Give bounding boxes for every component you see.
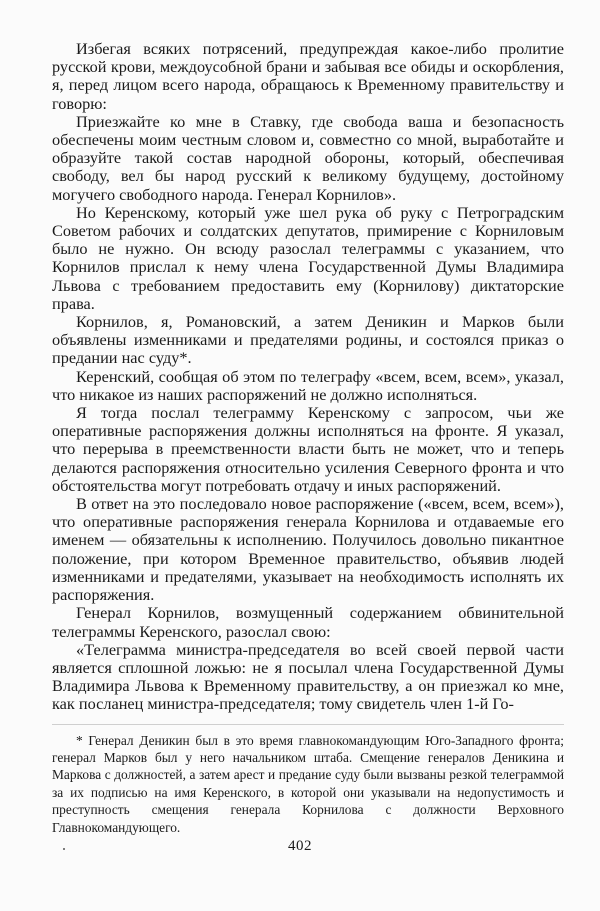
paragraph-5: Керенский, сообщая об этом по телеграфу «всем, всем, всем», указал, что никакое из наших распоряжений не должно исполняться.	[52, 366, 564, 404]
paragraph-1: Избегая всяких потрясений, предупреждая какое-либо пролитие русской крови, междоусобной брани и забывая все обиды и оскорбления, я, перед лицом всего народа, обращаюсь к Временному правительству и говорю:	[52, 39, 564, 113]
paragraph-2: Приезжайте ко мне в Ставку, где свобода ваша и безопасность обеспечены моим честным словом и, совместно со мной, выработайте и образуйте такой состав народной обороны, который, обеспечивая свободу, вел бы народ русский к великому будущему, достойному могучего свободного народа. Генерал Корнилов».	[52, 111, 564, 204]
footnote	[52, 732, 564, 836]
paragraph-9: «Телеграмма министра-председателя во всей своей первой части является сплошной ложью: не я посылал члена Государственной Думы Владимира Львова к Временному правительству, а он приезжал ко мне, как посланец министра-председателя; тому свидетель член 1-й Го-	[52, 639, 564, 714]
footnote-text: * Генерал Деникин был в это время главнокомандующим Юго-Западного фронта; генерал Марков был у него начальником штаба. Смещение генералов Деникина и Маркова с должностей, а затем арест и предание суду были вызваны резкой телеграммой за их подписью на имя Керенского, в которой они указывали на недопустимость и преступность смещения генерала Корнилова с должности Верховного Главнокомандующего.	[52, 732, 564, 835]
paragraph-6: Я тогда послал телеграмму Керенскому с запросом, чьи же оперативные распоряжения должны исполняться на фронте. Я указал, что перерыва в преемственности власти быть не может, что и теперь делаются распоряжения относительно усиления Северного фронта и что обстоятельства могут потребовать отдачу и иных распоряжений.	[52, 403, 564, 495]
paragraph-7: В ответ на это последовало новое распоряжение («всем, всем, всем»), что оперативные распоряжения генерала Корнилова и отдаваемые его именем — обязательны к исполнению. Получилось довольно пикантное положение, при котором Временное правительство, объявив людей изменниками и предателями, указывает на необходимость исполнять их распоряжения.	[52, 494, 564, 605]
footnote-divider	[52, 724, 564, 725]
main-text	[52, 40, 564, 714]
page-number: 402	[288, 838, 312, 854]
paragraph-4: Корнилов, я, Романовский, а затем Деникин и Марков были объявлены изменниками и предателями родины, и состоялся приказ о предании нас суду*.	[52, 312, 564, 368]
paragraph-3: Но Керенскому, который уже шел рука об руку с Петроградским Советом рабочих и солдатских депутатов, примирение с Корниловым было не нужно. Он всюду разослал телеграммы с указанием, что Корнилов прислал к нему члена Государственной Думы Владимира Львова с требованием предоставить ему (Корнилову) диктаторские права.	[52, 202, 564, 313]
paragraph-8: Генерал Корнилов, возмущенный содержанием обвинительной телеграммы Керенского, разослал свою:	[52, 603, 564, 641]
